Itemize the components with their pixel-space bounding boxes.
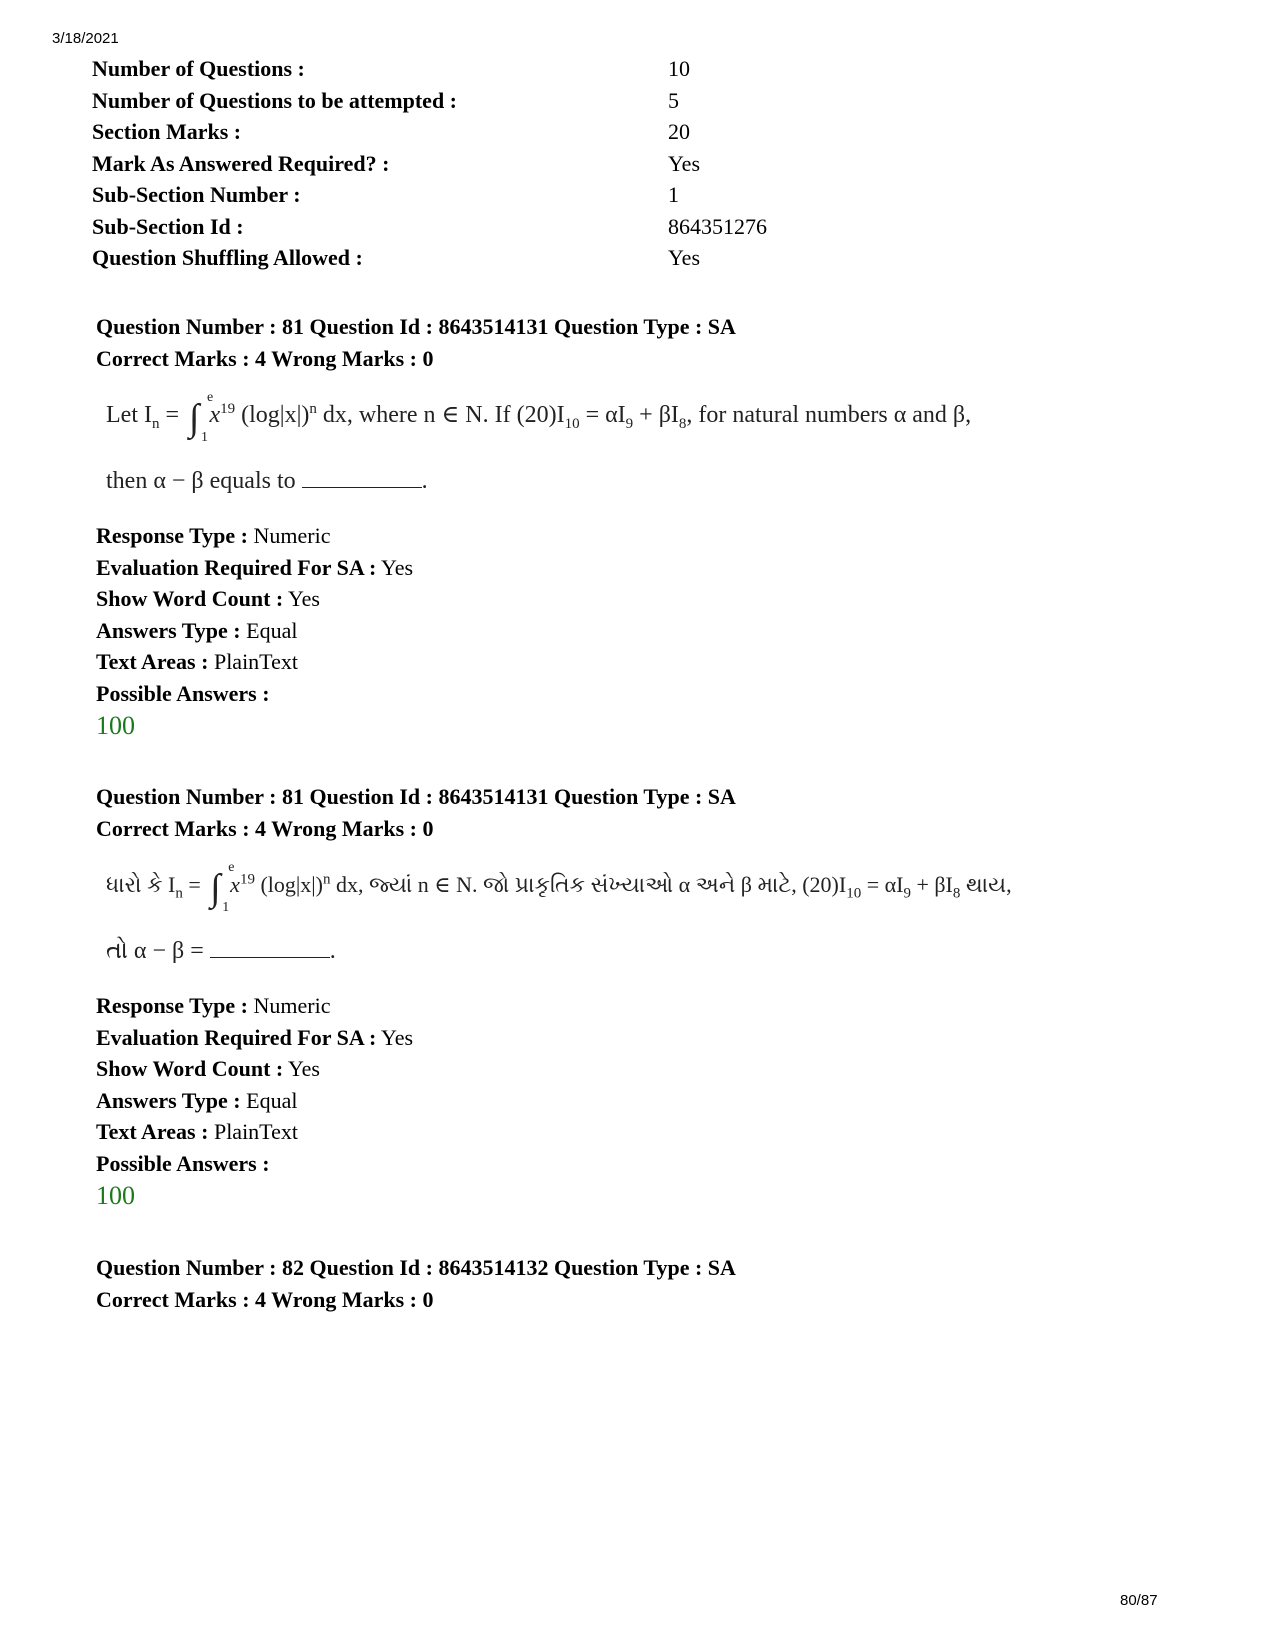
- info-value: 1: [668, 182, 679, 207]
- integral-symbol: ∫ e 1: [210, 860, 235, 915]
- meta-row: Response Type : Numeric: [96, 993, 331, 1018]
- info-label: Number of Questions :: [92, 56, 305, 81]
- info-label: Sub-Section Id :: [92, 213, 244, 239]
- meta-row: Answers Type : Equal: [96, 1087, 298, 1113]
- info-value: 20: [668, 119, 690, 144]
- question-block: [96, 311, 1176, 743]
- info-value: Yes: [668, 245, 701, 270]
- integral-symbol: ∫ e 1: [189, 390, 214, 445]
- meta-row: Show Word Count : Yes: [96, 586, 320, 611]
- question-text-image: [102, 374, 1176, 520]
- question-block: [96, 1252, 1176, 1315]
- question-line-2: then α − β equals to .: [106, 468, 428, 494]
- question-line-2: તો α − β = .: [106, 938, 336, 964]
- info-row: [92, 214, 992, 246]
- info-row: [92, 151, 992, 183]
- question-marks: Correct Marks : 4 Wrong Marks : 0: [96, 815, 434, 841]
- meta-row: Show Word Count : Yes: [96, 1056, 320, 1081]
- info-label: Mark As Answered Required? :: [92, 150, 390, 176]
- info-row: [92, 56, 992, 88]
- question-line-1: Let $I_n$ = ∫ e 1 $x^{19}$ $(\log|x|)^n$ dx, where n ∈ N. If $(20)I_{10} = \alpha I_9 + \beta I_8$, for natural numbers α and β,: [106, 390, 972, 445]
- meta-row: Evaluation Required For SA : Yes: [96, 1024, 414, 1050]
- question-marks: Correct Marks : 4 Wrong Marks : 0: [96, 1286, 434, 1312]
- section-info-table: [92, 56, 992, 277]
- page-number: 80/87: [1120, 1592, 1158, 1609]
- info-label: Sub-Section Number :: [92, 182, 301, 207]
- question-marks: Correct Marks : 4 Wrong Marks : 0: [96, 345, 434, 371]
- question-header: Question Number : 81 Question Id : 8643514131 Question Type : SA: [96, 314, 736, 339]
- question-line-1: ધારો કે $I_n$ = ∫ e 1 $x^{19}$ $(\log|x|)^n$ dx, જ્યાં n ∈ N. જો પ્રાકૃતિક સંખ્યાઓ α અને β માટે, $(20)I_{10} = \alpha I_9 + \beta I_8$ થાય,: [106, 860, 1012, 915]
- info-value: 864351276: [668, 213, 767, 239]
- info-label: Question Shuffling Allowed :: [92, 245, 363, 270]
- info-label: Section Marks :: [92, 119, 242, 144]
- print-date: 3/18/2021: [52, 30, 119, 47]
- info-row: [92, 88, 992, 120]
- meta-row: Response Type : Numeric: [96, 523, 331, 548]
- possible-answer: 100: [96, 1181, 135, 1210]
- info-row: [92, 182, 992, 214]
- meta-row: Possible Answers :: [96, 680, 270, 706]
- info-value: Yes: [668, 150, 701, 176]
- info-row: [92, 119, 992, 151]
- question-block: [96, 781, 1176, 1213]
- meta-row: Text Areas : PlainText: [96, 1119, 298, 1144]
- answer-blank: [302, 469, 422, 488]
- info-row: [92, 245, 992, 277]
- answer-blank: [210, 939, 330, 958]
- question-header: Question Number : 82 Question Id : 8643514132 Question Type : SA: [96, 1255, 736, 1280]
- meta-row: Possible Answers :: [96, 1150, 270, 1176]
- meta-row: Evaluation Required For SA : Yes: [96, 554, 414, 580]
- info-label: Number of Questions to be attempted :: [92, 87, 458, 113]
- question-text-image: [102, 844, 1176, 990]
- info-value: 10: [668, 56, 690, 81]
- meta-row: Text Areas : PlainText: [96, 649, 298, 674]
- info-value: 5: [668, 87, 679, 113]
- meta-row: Answers Type : Equal: [96, 617, 298, 643]
- possible-answer: 100: [96, 711, 135, 740]
- question-header: Question Number : 81 Question Id : 8643514131 Question Type : SA: [96, 784, 736, 809]
